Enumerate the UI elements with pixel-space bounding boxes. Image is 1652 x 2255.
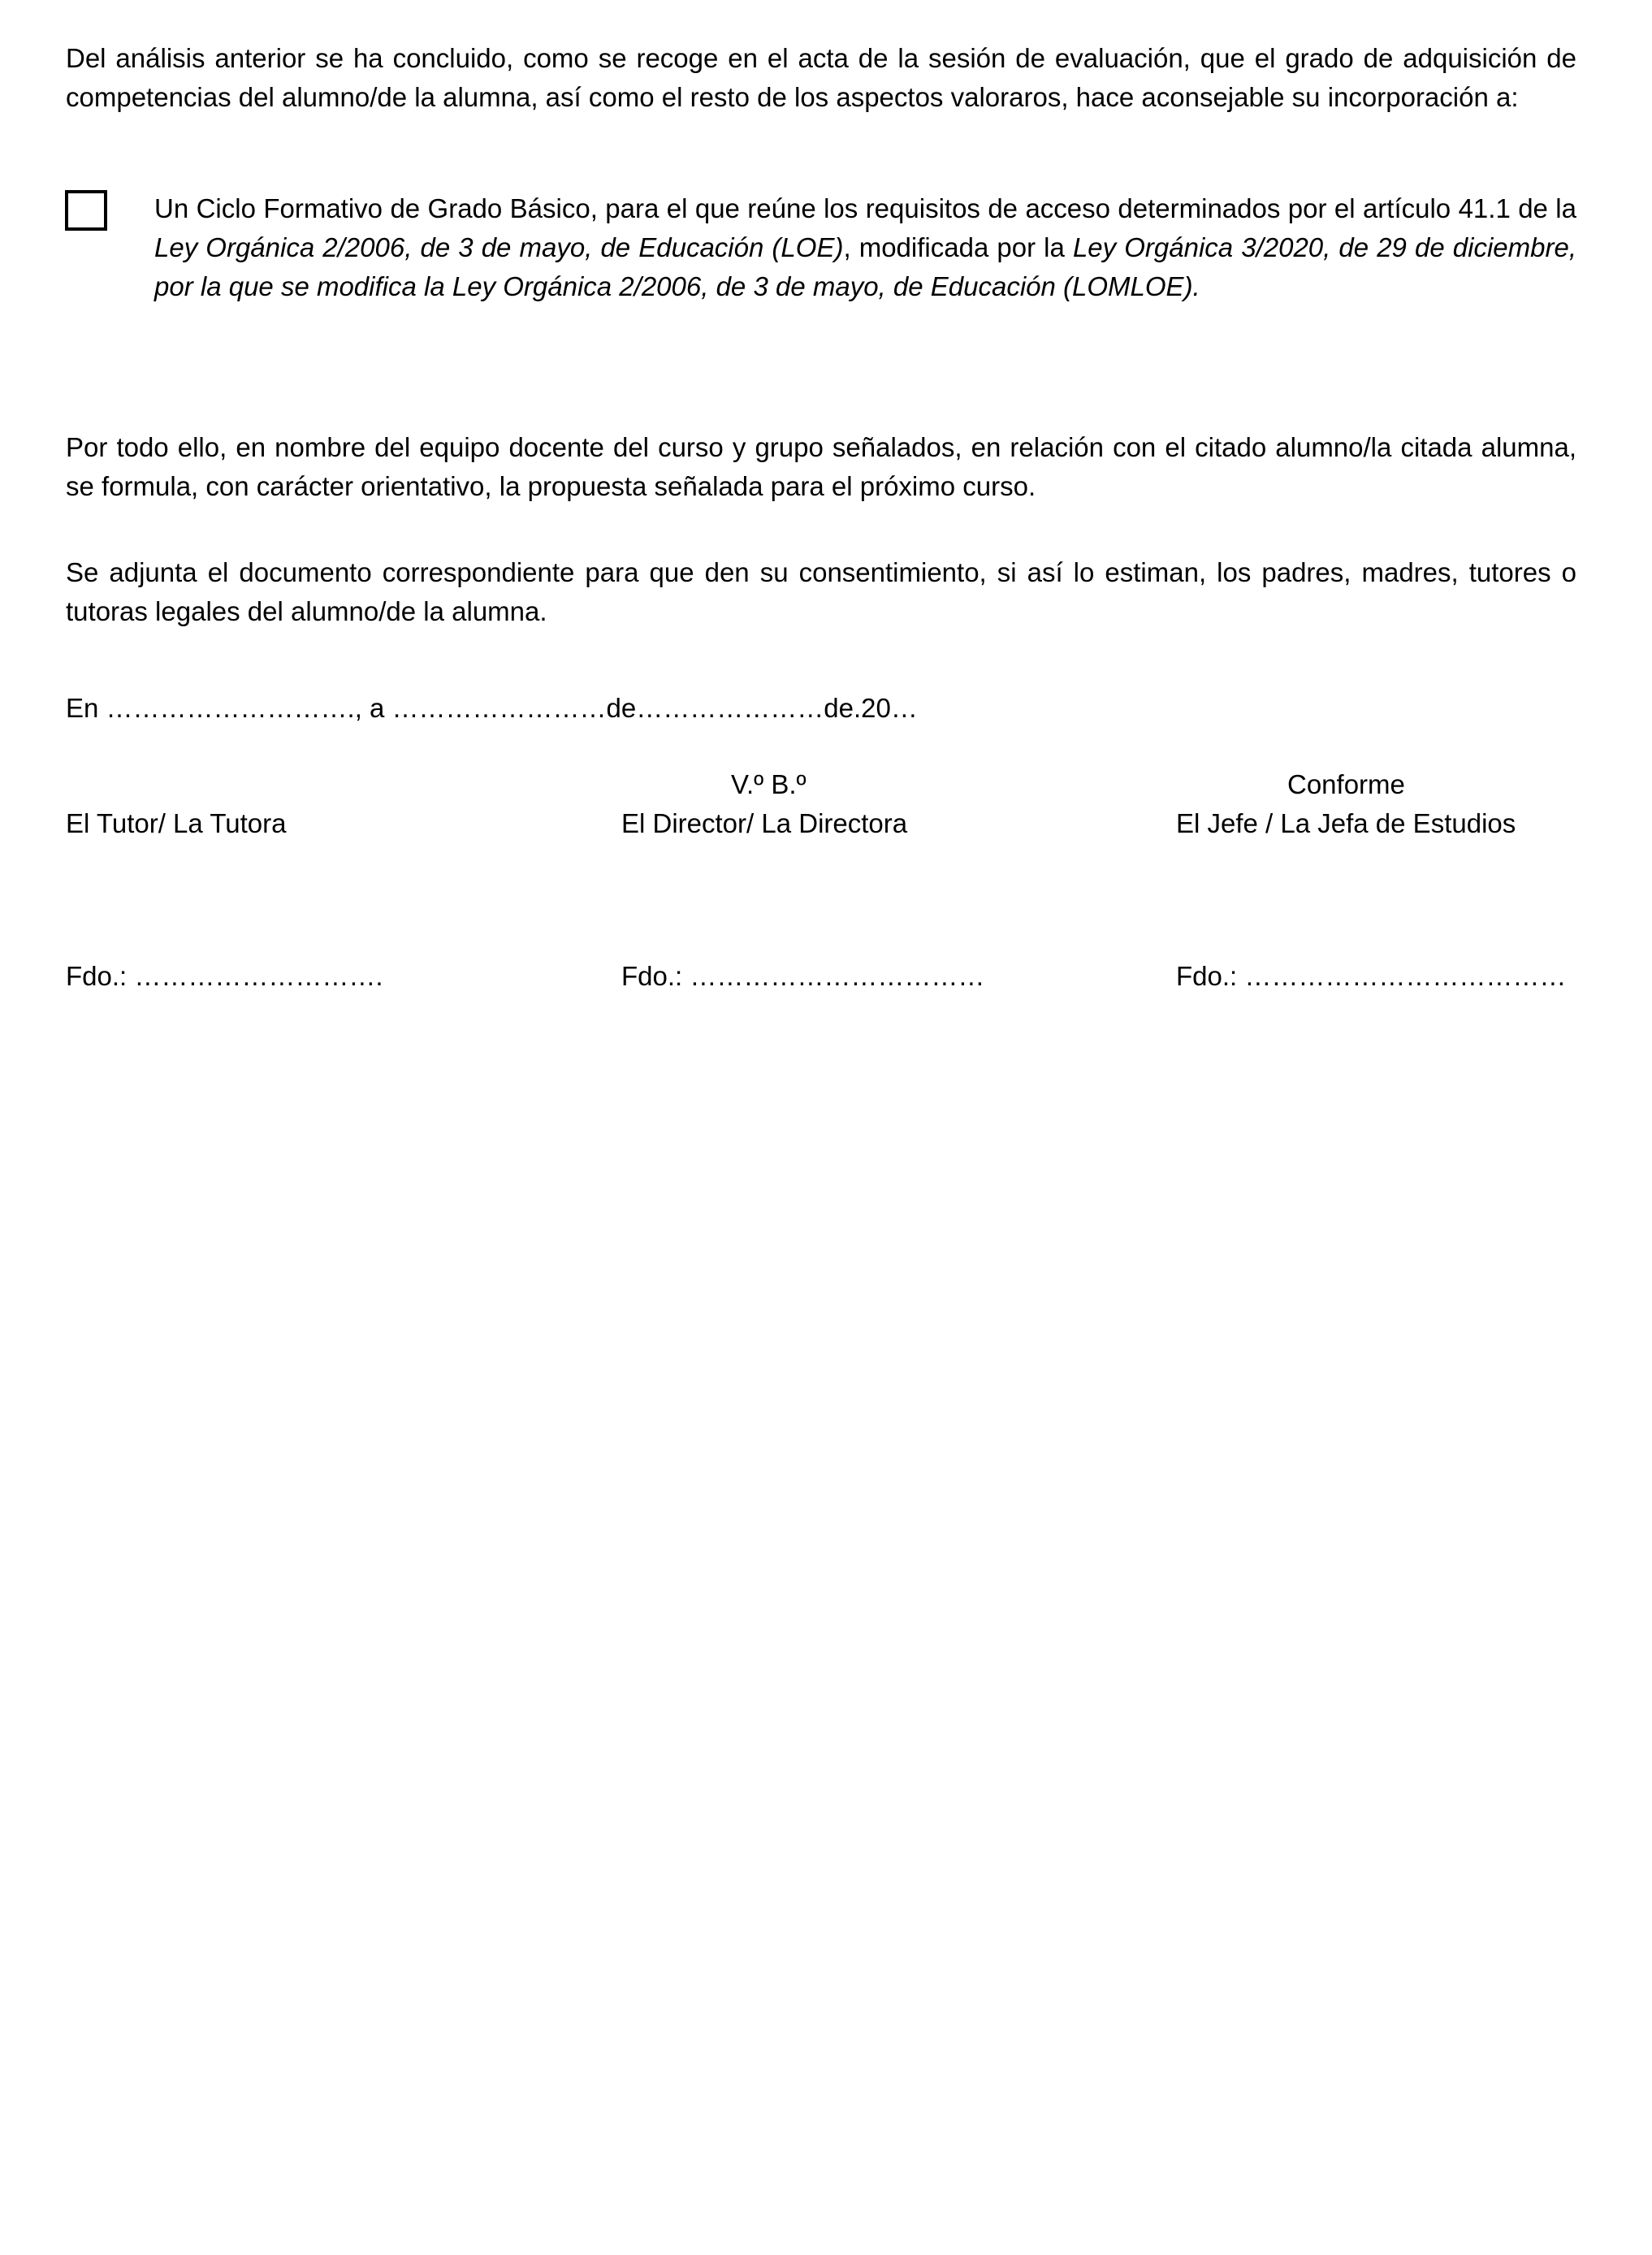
option-text-part-1: Un Ciclo Formativo de Grado Básico, para el que reúne los requisitos de acceso determinados por el artículo 41.1 de la <box>154 193 1576 223</box>
tutor-role-label: El Tutor/ La Tutora <box>66 808 287 838</box>
consent-paragraph: Se adjunta el documento correspondiente para que den su consentimiento, si así lo estiman, los padres, madres, tutores o tutoras legales del alumno/de la alumna. <box>66 557 1576 626</box>
law-loe-reference: Ley Orgánica 2/2006, de 3 de mayo, de Educación (LOE) <box>154 232 844 262</box>
option-text <box>154 189 1576 306</box>
jefe-estudios-signature-line: Fdo.: ……………………………… <box>1176 961 1567 991</box>
intro-paragraph: Del análisis anterior se ha concluido, como se recoge en el acta de la sesión de evaluación, que el grado de adquisición de competencias del alumno/de la alumna, así como el resto de los aspectos valoraros, hace aconsejable su incorporación a: <box>66 43 1576 112</box>
conforme-label: Conforme <box>1287 769 1405 799</box>
director-signature-line: Fdo.: …………………………… <box>621 961 985 991</box>
proposal-paragraph: Por todo ello, en nombre del equipo docente del curso y grupo señalados, en relación con el citado alumno/la citada alumna, se formula, con carácter orientativo, la propuesta señalada para el próximo curso. <box>66 432 1576 501</box>
place-date-line: En ………………………., a ……………………de…………………de.20… <box>66 693 918 723</box>
option-checkbox[interactable] <box>65 190 107 231</box>
tutor-signature-line: Fdo.: ………………………. <box>66 961 383 991</box>
law-lomloe-reference: Ley Orgánica 3/2020, de 29 de diciembre, por la que se modifica la Ley Orgánica 2/2006, de 3 de mayo, de Educación (LOMLOE). <box>154 232 1577 301</box>
vobo-label: V.º B.º <box>731 769 807 799</box>
jefe-estudios-role-label: El Jefe / La Jefa de Estudios <box>1176 808 1516 838</box>
option-text-part-2: , modificada por la <box>843 232 1073 262</box>
director-role-label: El Director/ La Directora <box>621 808 908 838</box>
